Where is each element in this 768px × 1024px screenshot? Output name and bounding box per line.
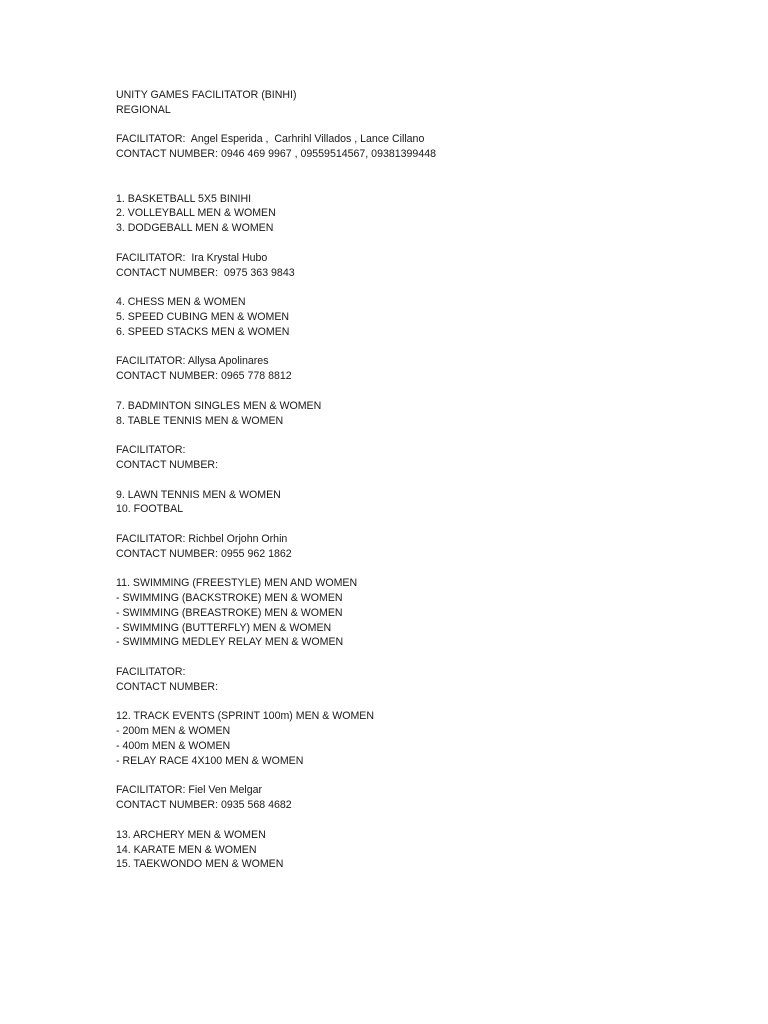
facilitator-section-1 [116,132,736,236]
event-item: 4. CHESS MEN & WOMEN [116,296,246,309]
event-item: - SWIMMING (BACKSTROKE) MEN & WOMEN [116,592,343,605]
contact-number-line: CONTACT NUMBER: 0955 962 1862 [116,547,292,560]
event-item: - RELAY RACE 4X100 MEN & WOMEN [116,754,304,767]
contact-number-line: CONTACT NUMBER: 0935 568 4682 [116,799,292,812]
facilitator-section-6 [116,665,736,769]
facilitator-section-3 [116,354,736,428]
contact-number-line: CONTACT NUMBER: 0946 469 9967 , 09559514567, 09381399448 [116,148,436,161]
facilitator-section-7 [116,783,736,872]
event-item: 9. LAWN TENNIS MEN & WOMEN [116,488,281,501]
contact-number-line: CONTACT NUMBER: [116,680,219,693]
event-item: 11. SWIMMING (FREESTYLE) MEN AND WOMEN [116,577,358,590]
facilitator-line: FACILITATOR: Fiel Ven Melgar [116,784,263,797]
event-item: - 200m MEN & WOMEN [116,725,231,738]
event-item: 14. KARATE MEN & WOMEN [116,843,257,856]
event-item: - SWIMMING MEDLEY RELAY MEN & WOMEN [116,636,344,649]
event-item: 12. TRACK EVENTS (SPRINT 100m) MEN & WOMEN [116,710,375,723]
facilitator-section-2 [116,251,736,340]
event-item: 6. SPEED STACKS MEN & WOMEN [116,325,290,338]
facilitator-line: FACILITATOR: [116,666,186,679]
event-item: 10. FOOTBAL [116,503,184,516]
facilitator-section-4 [116,443,736,517]
contact-number-line: CONTACT NUMBER: 0965 778 8812 [116,370,292,383]
contact-number-line: CONTACT NUMBER: 0975 363 9843 [116,266,295,279]
event-item: 3. DODGEBALL MEN & WOMEN [116,222,274,235]
facilitator-section-5 [116,532,736,650]
event-item: 1. BASKETBALL 5X5 BINIHI [116,192,252,205]
event-item: 8. TABLE TENNIS MEN & WOMEN [116,414,284,427]
document-page [116,88,736,872]
contact-number-line: CONTACT NUMBER: [116,458,219,471]
document-title: UNITY GAMES FACILITATOR (BINHI) [116,89,297,101]
facilitator-line: FACILITATOR: Allysa Apolinares [116,355,269,368]
facilitator-line: FACILITATOR: Angel Esperida , Carhrihl Villados , Lance Cillano [116,133,425,146]
facilitator-line: FACILITATOR: [116,444,186,457]
facilitator-line: FACILITATOR: Richbel Orjohn Orhin [116,532,288,545]
document-subtitle: REGIONAL [116,103,171,116]
event-item: - SWIMMING (BREASTROKE) MEN & WOMEN [116,606,343,619]
event-item: 5. SPEED CUBING MEN & WOMEN [116,310,290,323]
facilitator-line: FACILITATOR: Ira Krystal Hubo [116,251,268,264]
event-item: 15. TAEKWONDO MEN & WOMEN [116,858,284,871]
event-item: 13. ARCHERY MEN & WOMEN [116,828,266,841]
event-item: 7. BADMINTON SINGLES MEN & WOMEN [116,399,322,412]
event-item: - SWIMMING (BUTTERFLY) MEN & WOMEN [116,621,332,634]
event-item: - 400m MEN & WOMEN [116,740,231,753]
event-item: 2. VOLLEYBALL MEN & WOMEN [116,207,276,220]
